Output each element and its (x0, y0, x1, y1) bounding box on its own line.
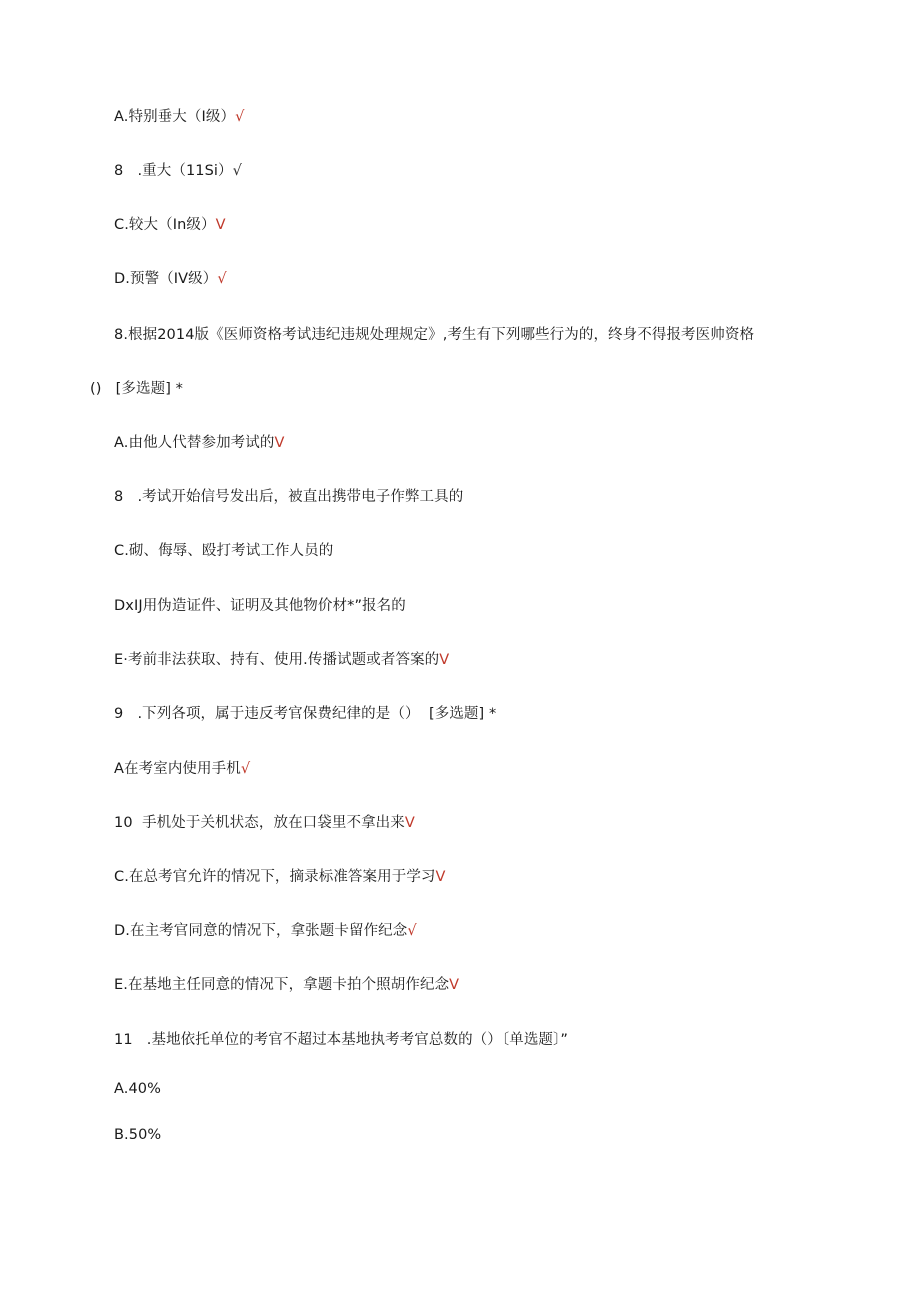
option-line (114, 596, 406, 616)
option-text: A.由他人代替参加考试的 (114, 435, 275, 451)
checkmark-icon: V (404, 815, 415, 831)
question-text (114, 325, 754, 345)
option-line (114, 487, 463, 507)
option-line (114, 107, 244, 127)
checkmark-icon: V (274, 435, 285, 451)
option-text: C.较大（In级） (114, 217, 216, 233)
option-text: C.砌、侮辱、殴打考试工作人员的 (114, 543, 334, 559)
option-text: D.在主考官同意的情况下，拿张题卡留作纪念 (114, 923, 408, 939)
option-text: A在考室内使用手机 (114, 761, 241, 777)
option-text: E·考前非法获取、持有、使用.传播试题或者答案的 (114, 652, 440, 668)
question-text (114, 704, 496, 724)
option-text: 8 .重大（11Si） (114, 163, 233, 179)
checkmark-icon: V (435, 869, 446, 885)
question-stem: 8.根据2014版《医师资格考试违纪违规处理规定》,考生有下列哪些行为的，终身不得报考医帅资格 (114, 327, 755, 343)
option-text: 8 .考试开始信号发出后，被直出携带电子作弊工具的 (114, 489, 464, 505)
option-line (114, 433, 285, 453)
option-text: C.在总考官允许的情况下，摘录标准答案用于学习 (114, 869, 436, 885)
checkmark-icon: √ (217, 271, 227, 287)
option-line (114, 813, 415, 833)
option-line (114, 541, 333, 561)
checkmark-icon: V (439, 652, 450, 668)
checkmark-icon: V (449, 977, 460, 993)
option-text: DxIJ用伪造证件、证明及其他物价材*”报名的 (114, 598, 406, 614)
option-line (114, 759, 250, 779)
option-line (114, 1125, 161, 1145)
question-stem: 9 .下列各项，属于违反考官保费纪律的是（） [多选题] * (114, 706, 497, 722)
checkmark-icon: √ (407, 923, 417, 939)
question-type-line (90, 379, 183, 399)
option-text: A.特别垂大（I级） (114, 109, 236, 125)
option-line (114, 161, 242, 181)
option-line (114, 1079, 161, 1099)
option-line (114, 867, 446, 887)
option-line (114, 269, 227, 289)
question-type: () [多选题] * (90, 381, 184, 397)
question-stem: 11 .基地依托单位的考官不超过本基地执考考官总数的（）〔单选题〕” (114, 1032, 568, 1048)
option-line (114, 975, 459, 995)
checkmark-icon: √ (240, 761, 251, 777)
option-text: A.40% (114, 1081, 162, 1097)
option-line (114, 215, 226, 235)
option-text: D.预警（IV级） (114, 271, 218, 287)
option-line (114, 921, 417, 941)
option-text: 10 手机处于关机状态，放在口袋里不拿出来 (114, 815, 405, 831)
option-text: E.在基地主任同意的情况下，拿题卡拍个照胡作纪念 (114, 977, 450, 993)
checkmark-icon: V (215, 217, 226, 233)
option-line (114, 650, 449, 670)
option-text: B.50% (114, 1127, 162, 1143)
checkmark-icon: √ (232, 163, 242, 179)
question-text (114, 1030, 568, 1050)
checkmark-icon: √ (235, 109, 245, 125)
